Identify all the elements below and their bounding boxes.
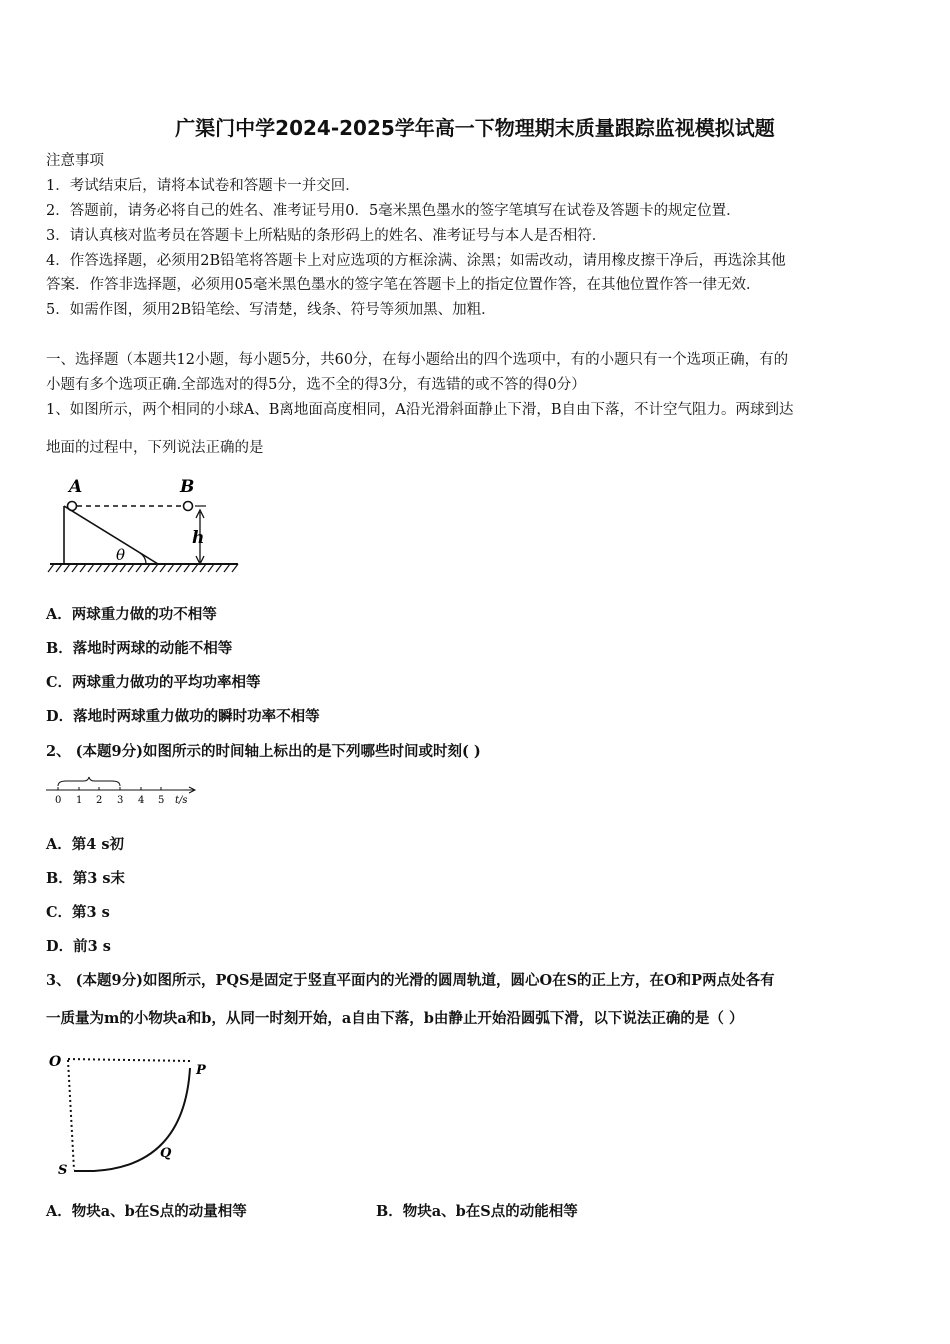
ball-b [184, 502, 193, 511]
q1-stem-cont: 地面的过程中，下列说法正确的是 [46, 440, 264, 456]
tick-label-1: 1 [76, 795, 83, 806]
section-heading: 一、选择题（本题共12小题，每小题5分，共60分，在每小题给出的四个选项中，有的小题只有一个选项正确，有的 [46, 352, 789, 368]
vertical-dotted-line [68, 1060, 74, 1170]
theta-arc [140, 553, 146, 564]
notice-item: 4．作答选择题，必须用2B铅笔将答题卡上对应选项的方框涂满、涂黑；如需改动，请用橡皮擦干净后，再选涂其他 [46, 253, 786, 269]
q2-time-axis [44, 774, 204, 808]
tick-label-3: 3 [117, 795, 124, 806]
q3-label-o: O [49, 1054, 62, 1070]
horizontal-dotted-line [68, 1059, 190, 1061]
q3-label-p: P [196, 1063, 206, 1078]
q2-option-c: C．第3 s [46, 904, 110, 921]
q2-option-b: B．第3 s末 [46, 870, 126, 887]
circular-track-pqs [74, 1068, 190, 1171]
q1-option-b: B．落地时两球的动能不相等 [46, 640, 233, 657]
q1-figure [40, 468, 250, 580]
tick-label-2: 2 [96, 795, 103, 806]
q2-option-a: A．第4 s初 [46, 836, 125, 853]
notice-item: 5．如需作图，须用2B铅笔绘、写清楚，线条、符号等须加黑、加粗． [46, 302, 496, 318]
notice-item: 1．考试结束后，请将本试卷和答题卡一并交回． [46, 178, 360, 194]
notice-heading: 注意事项 [46, 153, 104, 169]
section-heading-cont: 小题有多个选项正确.全部选对的得5分，选不全的得3分，有选错的或不答的得0分） [46, 377, 586, 393]
q3-stem: 3、 (本题9分)如图所示，PQS是固定于竖直平面内的光滑的圆周轨道，圆心O在S的正上方，在O和P两点处各有 [46, 972, 775, 989]
notice-item: 答案．作答非选择题，必须用05毫米黑色墨水的签字笔在答题卡上的指定位置作答，在其他位置作答一律无效． [46, 277, 761, 293]
q1-label-a: A [69, 477, 83, 497]
q1-option-a: A．两球重力做的功不相等 [46, 606, 217, 623]
q1-stem: 1、如图所示，两个相同的小球A、B离地面高度相同，A沿光滑斜面静止下滑，B自由下落，不计空气阻力。两球到达 [46, 402, 794, 418]
q1-label-b: B [180, 477, 195, 497]
q2-stem: 2、 (本题9分)如图所示的时间轴上标出的是下列哪些时间或时刻( ) [46, 743, 481, 760]
page-title: 广渠门中学2024-2025学年高一下物理期末质量跟踪监视模拟试题 [175, 116, 775, 140]
axis-brace [58, 777, 120, 786]
q1-label-theta: θ [116, 546, 126, 564]
q3-label-s: S [58, 1163, 68, 1178]
q1-option-c: C．两球重力做功的平均功率相等 [46, 674, 261, 691]
incline-slope [64, 506, 158, 564]
axis-unit: t/s [175, 795, 188, 806]
q2-option-d: D．前3 s [46, 938, 111, 955]
tick-label-4: 4 [138, 795, 145, 806]
q3-option-b: B．物块a、b在S点的动能相等 [376, 1203, 578, 1220]
q1-label-h: h [192, 528, 205, 548]
q3-figure [44, 1044, 224, 1180]
q1-option-d: D．落地时两球重力做功的瞬时功率不相等 [46, 708, 320, 725]
tick-label-5: 5 [158, 795, 165, 806]
notice-item: 3．请认真核对监考员在答题卡上所粘贴的条形码上的姓名、准考证号与本人是否相符． [46, 228, 607, 244]
q3-stem-cont: 一质量为m的小物块a和b，从同一时刻开始，a自由下落，b由静止开始沿圆弧下滑，以下说法正确的是（ ） [46, 1010, 744, 1027]
notice-item: 2．答题前，请务必将自己的姓名、准考证号用0．5毫米黑色墨水的签字笔填写在试卷及答题卡的规定位置． [46, 203, 741, 219]
q3-option-a: A．物块a、b在S点的动量相等 [46, 1203, 247, 1220]
ground-hatch [48, 564, 238, 572]
tick-label-0: 0 [55, 795, 62, 806]
q3-label-q: Q [160, 1146, 172, 1161]
